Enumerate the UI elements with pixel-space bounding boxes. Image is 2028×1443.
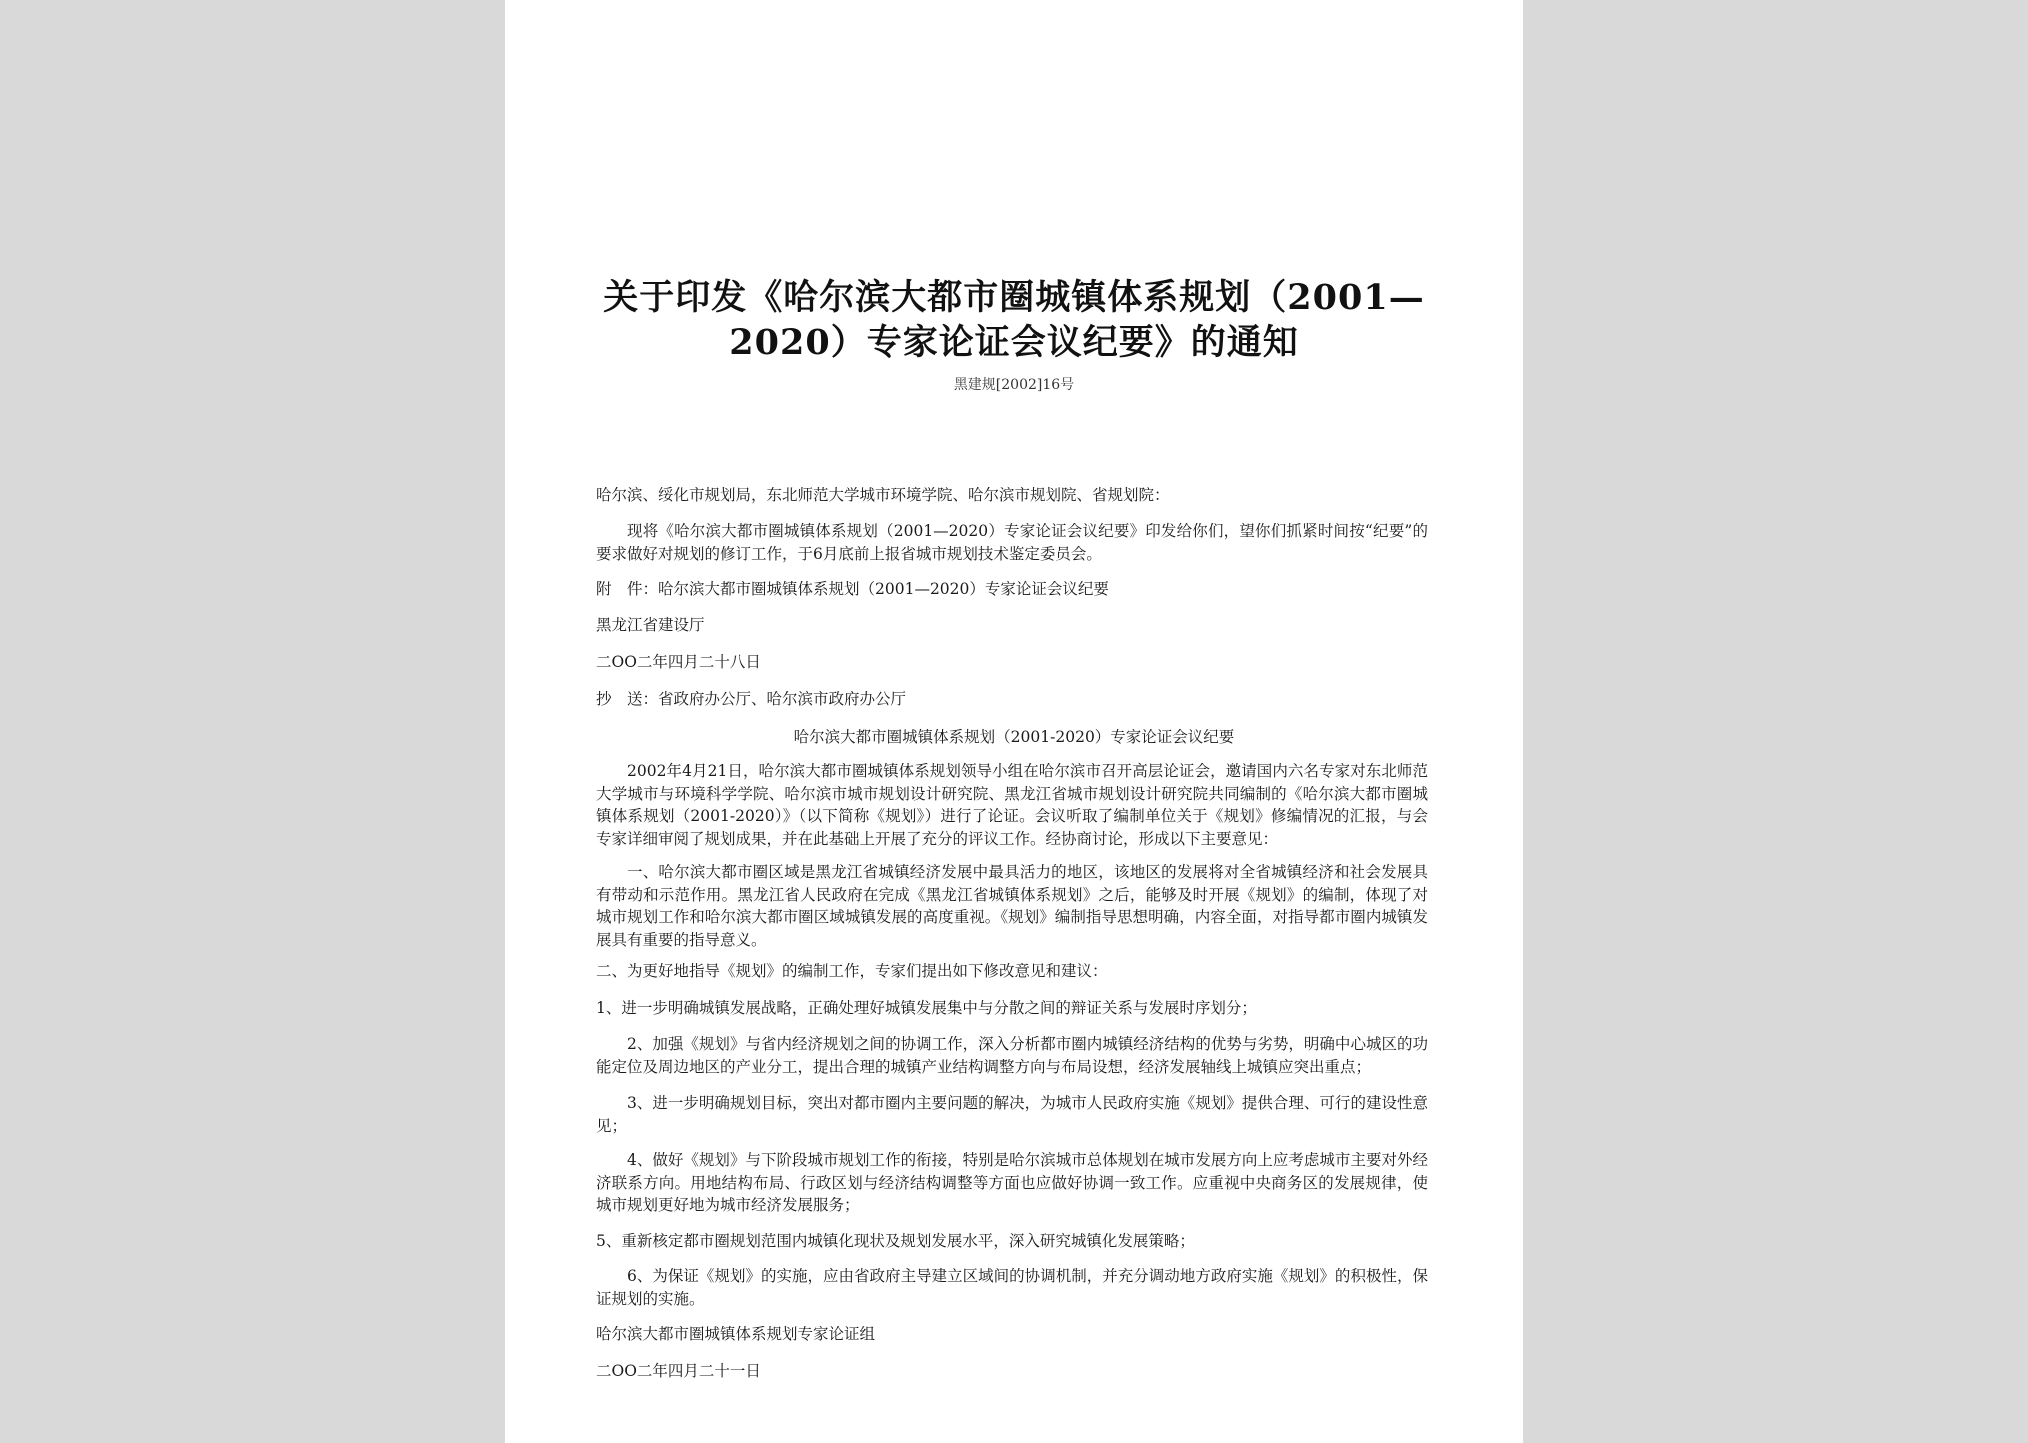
- opinion-2-paragraph: 二、为更好地指导《规划》的编制工作，专家们提出如下修改意见和建议：: [596, 962, 1108, 980]
- item-3: 3、进一步明确规划目标，突出对都市圈内主要问题的解决，为城市人民政府实施《规划》提供合理、可行的建设性意见；: [596, 1094, 1428, 1135]
- item-2: 2、加强《规划》与省内经济规划之间的协调工作，深入分析都市圈内城镇经济结构的优势与劣势，明确中心城区的功能定位及周边地区的产业分工，提出合理的城镇产业结构调整方向与布局设想，经济发展轴线上城镇应突出重点；: [596, 1035, 1428, 1076]
- minutes-title: 哈尔滨大都市圈城镇体系规划（2001-2020）专家论证会议纪要: [793, 728, 1235, 746]
- attachment-line: 附 件：哈尔滨大都市圈城镇体系规划（2001—2020）专家论证会议纪要: [596, 580, 1109, 598]
- title-line-2: 2020）专家论证会议纪要》的通知: [729, 322, 1299, 363]
- issuer: 黑龙江省建设厅: [596, 616, 705, 634]
- intro-paragraph: 现将《哈尔滨大都市圈城镇体系规划（2001—2020）专家论证会议纪要》印发给你们，望你们抓紧时间按“纪要”的要求做好对规划的修订工作，于6月底前上报省城市规划技术鉴定委员会。: [596, 522, 1428, 563]
- item-6: 6、为保证《规划》的实施，应由省政府主导建立区域间的协调机制，并充分调动地方政府实施《规划》的积极性，保证规划的实施。: [596, 1267, 1428, 1308]
- document-page: [505, 0, 1523, 1443]
- item-4: 4、做好《规划》与下阶段城市规划工作的衔接，特别是哈尔滨城市总体规划在城市发展方向上应考虑城市主要对外经济联系方向。用地结构布局、行政区划与经济结构调整等方面也应做好协调一致工作。应重视中央商务区的发展规律，使城市规划更好地为城市经济发展服务；: [596, 1151, 1428, 1214]
- opinion-1-paragraph: 一、哈尔滨大都市圈区域是黑龙江省城镇经济发展中最具活力的地区，该地区的发展将对全省城镇经济和社会发展具有带动和示范作用。黑龙江省人民政府在完成《黑龙江省城镇体系规划》之后，能够及时开展《规划》的编制，体现了对城市规划工作和哈尔滨大都市圈区域城镇发展的高度重视。《规划》编制指导思想明确，内容全面，对指导都市圈内城镇发展具有重要的指导意义。: [596, 863, 1428, 949]
- title-line-1: 关于印发《哈尔滨大都市圈城镇体系规划（2001—: [603, 277, 1425, 318]
- meeting-paragraph: 2002年4月21日，哈尔滨大都市圈城镇体系规划领导小组在哈尔滨市召开高层论证会，邀请国内六名专家对东北师范大学城市与环境科学学院、哈尔滨市城市规划设计研究院、黑龙江省城市规划设计研究院共同编制的《哈尔滨大都市圈城镇体系规划（2001-2020）》（以下简称《规划》）进行了论证。会议听取了编制单位关于《规划》修编情况的汇报，与会专家详细审阅了规划成果，并在此基础上开展了充分的评议工作。经协商讨论，形成以下主要意见：: [596, 762, 1428, 848]
- issue-date: 二OO二年四月二十八日: [596, 653, 761, 671]
- item-5: 5、重新核定都市圈规划范围内城镇化现状及规划发展水平，深入研究城镇化发展策略；: [596, 1232, 1195, 1250]
- document-number: 黑建规[2002]16号: [953, 377, 1075, 393]
- item-1: 1、进一步明确城镇发展战略，正确处理好城镇发展集中与分散之间的辩证关系与发展时序划分；: [596, 999, 1257, 1017]
- signature: 哈尔滨大都市圈城镇体系规划专家论证组: [596, 1325, 876, 1343]
- recipients: 哈尔滨、绥化市规划局，东北师范大学城市环境学院、哈尔滨市规划院、省规划院：: [596, 486, 1170, 504]
- sign-date: 二OO二年四月二十一日: [596, 1362, 761, 1380]
- cc-line: 抄 送：省政府办公厅、哈尔滨市政府办公厅: [596, 690, 907, 708]
